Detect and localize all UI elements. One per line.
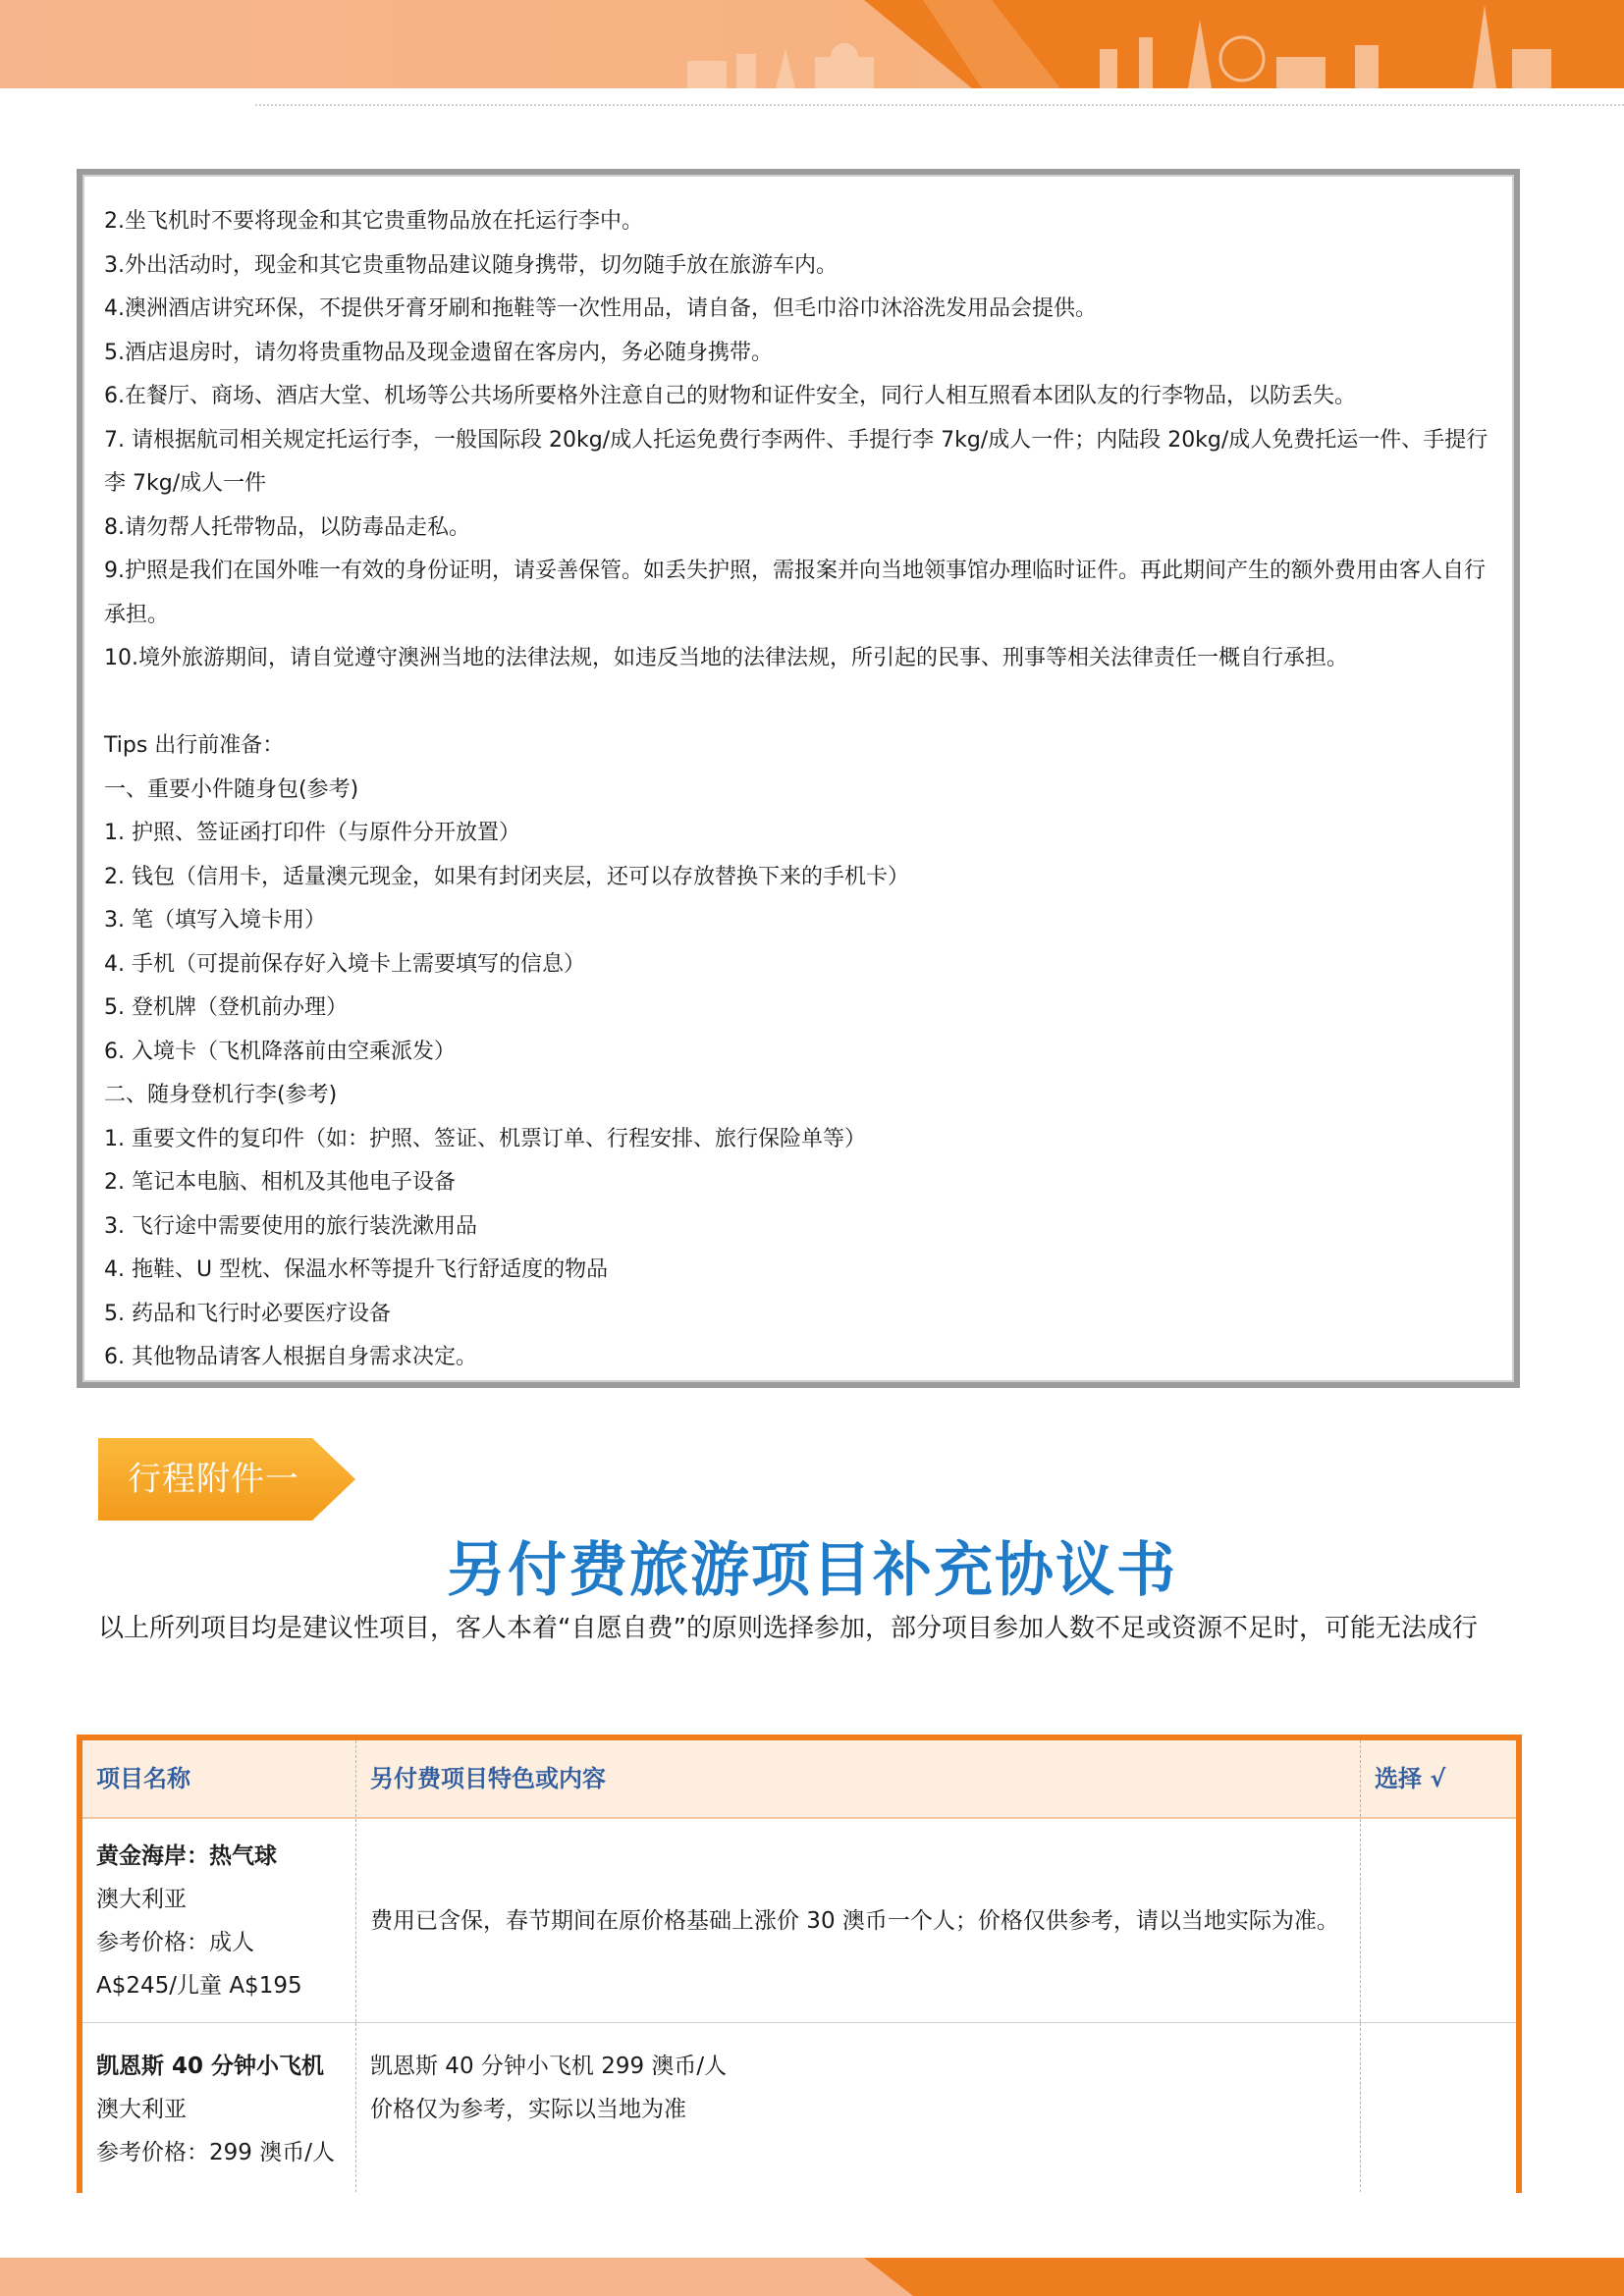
list-item: 5. 药品和飞行时必要医疗设备 — [104, 1301, 391, 1326]
list-item: 4. 手机（可提前保存好入境卡上需要填写的信息） — [104, 951, 585, 977]
item-cell — [82, 1818, 356, 2023]
list-item: 1. 重要文件的复印件（如：护照、签证、机票订单、行程安排、旅行保险单等） — [104, 1126, 866, 1151]
item-description-line: 凯恩斯 40 分钟小飞机 299 澳币/人 — [370, 2054, 728, 2079]
document-title: 另付费旅游项目补充协议书 — [447, 1536, 1177, 1605]
header-item-content: 另付费项目特色或内容 — [356, 1740, 1361, 1818]
item-description-line: 价格仅为参考，实际以当地为准 — [370, 2097, 686, 2122]
group-title: 二、随身登机行李(参考) — [104, 1083, 338, 1107]
header-item-name: 项目名称 — [82, 1740, 356, 1818]
item-country: 澳大利亚 — [96, 1886, 187, 1912]
section-tag-label: 行程附件一 — [128, 1460, 299, 1499]
notice-line: 8.请勿帮人托带物品，以防毒品走私。 — [104, 514, 470, 540]
list-item: 3. 飞行途中需要使用的旅行装洗漱用品 — [104, 1213, 477, 1239]
item-name: 黄金海岸：热气球 — [96, 1842, 277, 1869]
table-row — [82, 1818, 1516, 2023]
group-title: 一、重要小件随身包(参考) — [104, 776, 359, 802]
item-cell — [82, 2023, 356, 2194]
list-item: 3. 笔（填写入境卡用） — [104, 908, 326, 933]
item-name: 凯恩斯 40 分钟小飞机 — [96, 2054, 325, 2079]
notice-line: 10.境外旅游期间，请自觉遵守澳洲当地的法律法规，如违反当地的法律法规，所引起的民事、刑事等相关法律责任一概自行承担。 — [104, 646, 1348, 670]
tips-title: Tips 出行前准备： — [104, 733, 285, 758]
notice-line: 3.外出活动时，现金和其它贵重物品建议随身携带，切勿随手放在旅游车内。 — [104, 252, 838, 278]
table-header-row — [82, 1740, 1516, 1818]
notice-line: 2.坐飞机时不要将现金和其它贵重物品放在托运行李中。 — [104, 209, 643, 234]
optional-items-table — [77, 1735, 1522, 2193]
item-price: 参考价格：成人 A$245/儿童 A$195 — [96, 1929, 302, 1999]
notice-line: 5.酒店退房时，请勿将贵重物品及现金遗留在客房内，务必随身携带。 — [104, 340, 773, 365]
select-cell[interactable] — [1361, 1818, 1517, 2023]
select-cell[interactable] — [1361, 2023, 1517, 2194]
table-row — [82, 2023, 1516, 2194]
header-select: 选择 √ — [1361, 1740, 1517, 1818]
notice-content — [82, 175, 1514, 1382]
footer-banner — [0, 2258, 1624, 2296]
list-item: 6. 其他物品请客人根据自身需求决定。 — [104, 1345, 477, 1369]
list-item: 4. 拖鞋、U 型枕、保温水杯等提升飞行舒适度的物品 — [104, 1257, 609, 1282]
spacer — [104, 681, 1498, 725]
notice-line: 9.护照是我们在国外唯一有效的身份证明，请妥善保管。如丢失护照，需报案并向当地领事馆办理临时证件。再此期间产生的额外费用由客人自行承担。 — [104, 559, 1486, 627]
intro-paragraph: 以上所列项目均是建议性项目，客人本着“自愿自费”的原则选择参加，部分项目参加人数不足或资源不足时，可能无法成行 — [98, 1614, 1478, 1643]
item-description — [356, 2023, 1361, 2194]
header-banner — [0, 0, 1624, 88]
list-item: 2. 笔记本电脑、相机及其他电子设备 — [104, 1170, 456, 1195]
notice-line: 7. 请根据航司相关规定托运行李，一般国际段 20kg/成人托运免费行李两件、手提行李 7kg/成人一件；内陆段 20kg/成人免费托运一件、手提行李 7kg/成人一件 — [104, 427, 1489, 496]
list-item: 6. 入境卡（飞机降落前由空乘派发） — [104, 1039, 456, 1064]
notice-line: 4.澳洲酒店讲究环保，不提供牙膏牙刷和拖鞋等一次性用品，请自备，但毛巾浴巾沐浴洗发用品会提供。 — [104, 296, 1097, 321]
notice-box — [77, 169, 1520, 1388]
list-item: 1. 护照、签证函打印件（与原件分开放置） — [104, 821, 520, 845]
item-price: 参考价格：299 澳币/人 — [96, 2140, 335, 2165]
list-item: 2. 钱包（信用卡，适量澳元现金，如果有封闭夹层，还可以存放替换下来的手机卡） — [104, 864, 909, 889]
list-item: 5. 登机牌（登机前办理） — [104, 995, 348, 1020]
section-tag — [98, 1438, 355, 1521]
notice-line: 6.在餐厅、商场、酒店大堂、机场等公共场所要格外注意自己的财物和证件安全，同行人相互照看本团队友的行李物品，以防丢失。 — [104, 384, 1356, 408]
item-description: 费用已含保，春节期间在原价格基础上涨价 30 澳币一个人；价格仅供参考，请以当地实际为准。 — [356, 1818, 1361, 2023]
item-country: 澳大利亚 — [96, 2097, 187, 2122]
header-divider — [255, 104, 1624, 106]
